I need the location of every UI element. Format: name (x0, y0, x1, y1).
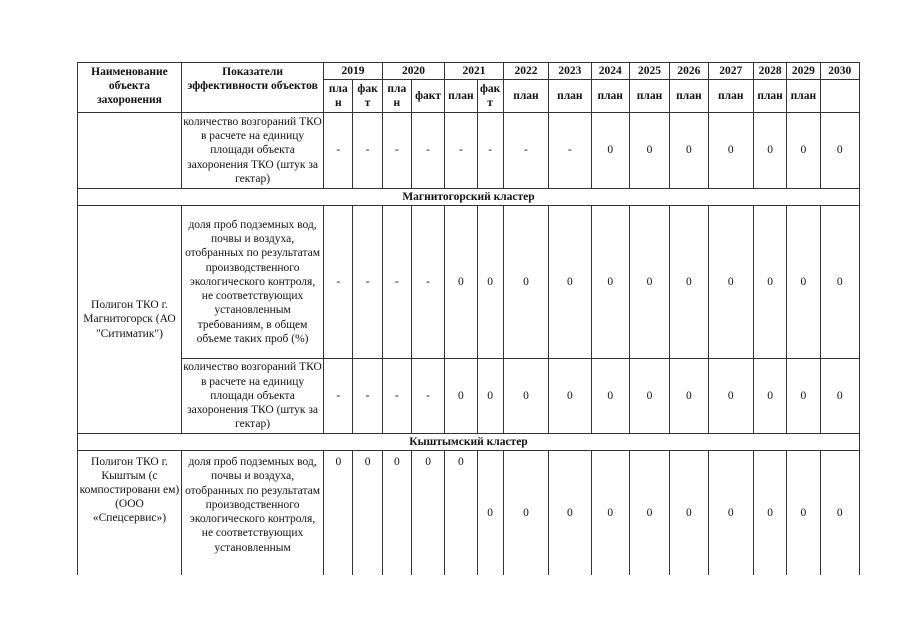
header-sub: факт (411, 80, 444, 113)
value-cell: 0 (591, 113, 629, 189)
value-cell: - (353, 206, 382, 359)
efficiency-table (77, 62, 860, 575)
value-cell: 0 (629, 113, 669, 189)
indicator-cell: доля проб подземных вод, почвы и воздуха, отобранных по результатам производственного экологического контроля, не соответствующих установленным требованиям, в общем объеме таких проб (%) (181, 206, 323, 359)
value-cell: 0 (445, 206, 477, 359)
value-cell: 0 (503, 206, 548, 359)
header-sub: план (629, 80, 669, 113)
value-cell: 0 (670, 206, 708, 359)
header-year: 2029 (787, 63, 820, 80)
value-cell: 0 (591, 206, 629, 359)
value-cell: 0 (549, 451, 591, 575)
header-sub: пла н (324, 80, 353, 113)
value-cell: 0 (820, 451, 859, 575)
value-cell: 0 (629, 451, 669, 575)
value-cell: 0 (629, 206, 669, 359)
table-row (78, 359, 860, 434)
table-row (78, 113, 860, 189)
header-year: 2030 (820, 63, 859, 80)
value-cell: 0 (708, 359, 753, 434)
header-year: 2027 (708, 63, 753, 80)
value-cell: - (411, 113, 444, 189)
header-year: 2020 (382, 63, 445, 80)
header-year: 2026 (670, 63, 708, 80)
value-cell: - (324, 113, 353, 189)
object-name-cell: Полигон ТКО г. Магнитогорск (АО "Ситиматик") (78, 206, 182, 434)
value-cell: 0 (503, 359, 548, 434)
value-cell: - (382, 359, 411, 434)
header-sub: фак т (353, 80, 382, 113)
header-object-name: Наименование объекта захоронения (78, 63, 182, 113)
value-cell: 0 (445, 359, 477, 434)
header-year: 2021 (445, 63, 504, 80)
header-sub: план (445, 80, 477, 113)
value-cell: 0 (670, 451, 708, 575)
header-year: 2025 (629, 63, 669, 80)
header-sub: план (549, 80, 591, 113)
value-cell: 0 (629, 359, 669, 434)
value-cell: 0 (787, 206, 820, 359)
value-cell: 0 (445, 451, 477, 575)
value-cell: - (353, 113, 382, 189)
object-name-cell (78, 113, 182, 189)
value-cell: 0 (708, 113, 753, 189)
value-cell: 0 (477, 359, 503, 434)
value-cell: - (324, 359, 353, 434)
value-cell: - (382, 206, 411, 359)
value-cell: 0 (670, 359, 708, 434)
value-cell: 0 (591, 359, 629, 434)
table-row (78, 451, 860, 575)
value-cell: 0 (820, 113, 859, 189)
header-sub: план (503, 80, 548, 113)
value-cell: 0 (503, 451, 548, 575)
value-cell: - (411, 359, 444, 434)
value-cell: 0 (753, 451, 786, 575)
value-cell: 0 (820, 206, 859, 359)
value-cell: 0 (477, 451, 503, 575)
value-cell: 0 (753, 206, 786, 359)
value-cell: 0 (787, 359, 820, 434)
value-cell: 0 (670, 113, 708, 189)
value-cell: 0 (708, 451, 753, 575)
value-cell: 0 (353, 451, 382, 575)
value-cell: - (324, 206, 353, 359)
header-sub: план (753, 80, 786, 113)
value-cell: - (477, 113, 503, 189)
header-sub: план (787, 80, 820, 113)
indicator-cell: количество возгораний ТКО в расчете на единицу площади объекта захоронения ТКО (штук за гектар) (181, 113, 323, 189)
header-row-years (78, 63, 860, 80)
value-cell: - (411, 206, 444, 359)
value-cell: 0 (549, 359, 591, 434)
value-cell: - (549, 113, 591, 189)
object-name-cell: Полигон ТКО г. Кыштым (с компостировани ем) (ООО «Спецсервис») (78, 451, 182, 575)
value-cell: 0 (820, 359, 859, 434)
value-cell: 0 (324, 451, 353, 575)
value-cell: 0 (787, 451, 820, 575)
header-year: 2022 (503, 63, 548, 80)
value-cell: 0 (382, 451, 411, 575)
table-row (78, 206, 860, 359)
indicator-cell: доля проб подземных вод, почвы и воздуха, отобранных по результатам производственного экологического контроля, не соответствующих установленным (181, 451, 323, 575)
value-cell: 0 (477, 206, 503, 359)
value-cell: - (445, 113, 477, 189)
indicator-cell: количество возгораний ТКО в расчете на единицу площади объекта захоронения ТКО (штук за гектар) (181, 359, 323, 434)
header-year: 2024 (591, 63, 629, 80)
cluster-header-row (78, 434, 860, 451)
value-cell: - (382, 113, 411, 189)
cluster-header-row (78, 189, 860, 206)
value-cell: - (503, 113, 548, 189)
header-year: 2023 (549, 63, 591, 80)
header-sub: пла н (382, 80, 411, 113)
header-year: 2028 (753, 63, 786, 80)
cluster-title: Кыштымский кластер (78, 434, 860, 451)
value-cell: 0 (708, 206, 753, 359)
header-sub: план (708, 80, 753, 113)
value-cell: 0 (549, 206, 591, 359)
value-cell: 0 (591, 451, 629, 575)
cluster-title: Магнитогорский кластер (78, 189, 860, 206)
header-year: 2019 (324, 63, 383, 80)
value-cell: - (353, 359, 382, 434)
value-cell: 0 (753, 359, 786, 434)
header-indicators: Показатели эффективности объектов (181, 63, 323, 113)
header-sub (820, 80, 859, 113)
header-sub: фак т (477, 80, 503, 113)
value-cell: 0 (787, 113, 820, 189)
header-sub: план (670, 80, 708, 113)
value-cell: 0 (411, 451, 444, 575)
header-sub: план (591, 80, 629, 113)
value-cell: 0 (753, 113, 786, 189)
